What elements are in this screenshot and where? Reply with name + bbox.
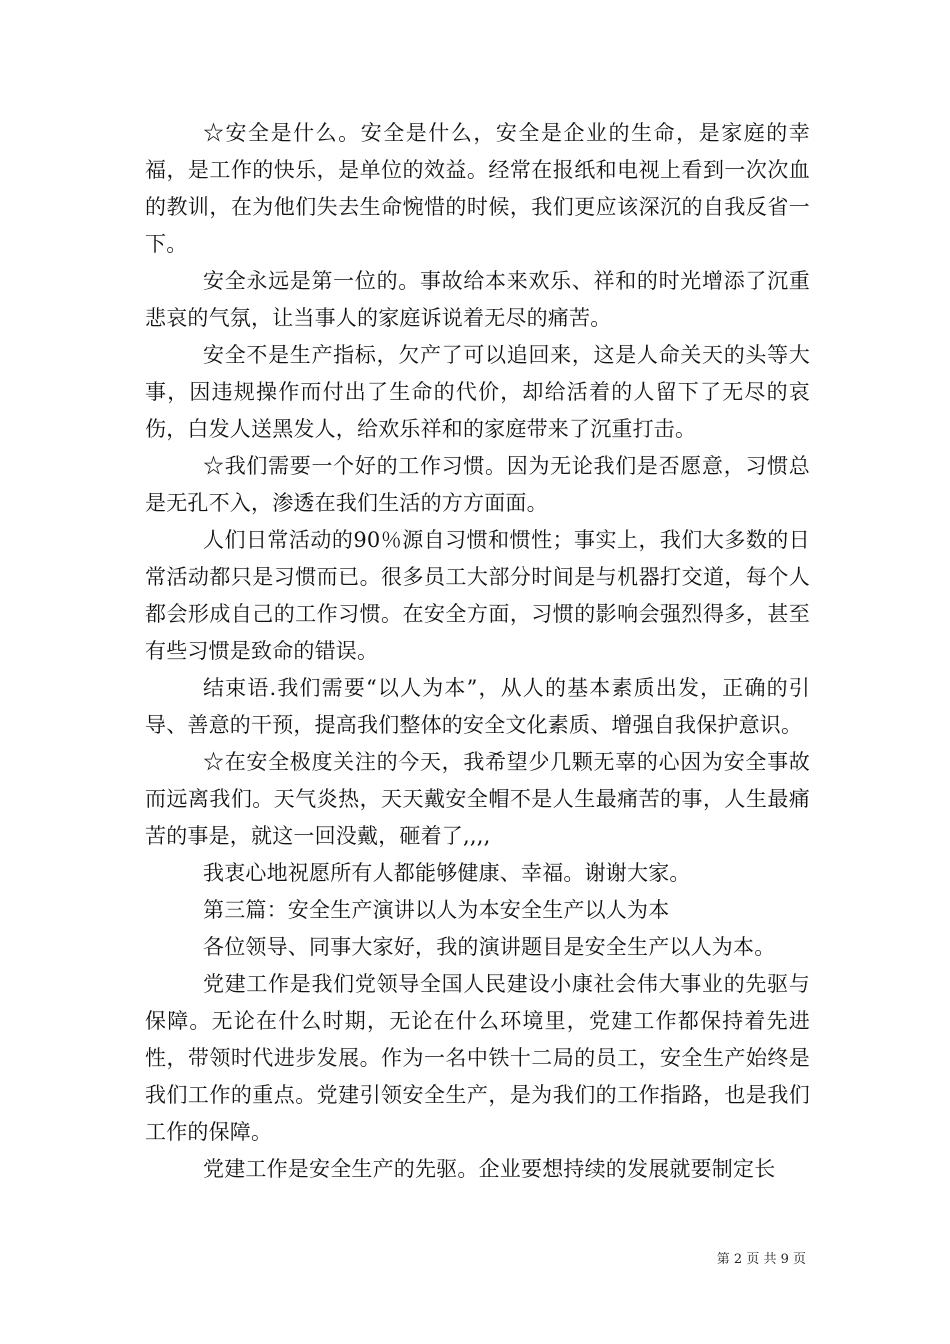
- paragraph: 各位领导、同事大家好，我的演讲题目是安全生产以人为本。: [203, 935, 776, 959]
- paragraph: 党建工作是安全生产的先驱。企业要想持续的发展就要制定长: [203, 1157, 776, 1181]
- section-heading: 第三篇：安全生产演讲以人为本安全生产以人为本: [203, 898, 670, 922]
- document-body: [145, 115, 810, 1188]
- paragraph: ☆我们需要一个好的工作习惯。因为无论我们是否愿意，习惯总是无孔不入，渗透在我们生活的方方面面。: [145, 454, 810, 515]
- paragraph: ☆在安全极度关注的今天，我希望少几颗无辜的心因为安全事故而远离我们。天气炎热，天天戴安全帽不是人生最痛苦的事，人生最痛苦的事是，就这一回没戴，砸着了,,,,: [145, 750, 810, 848]
- paragraph: 人们日常活动的90％源自习惯和惯性；事实上，我们大多数的日常活动都只是习惯而已。很多员工大部分时间是与机器打交道，每个人都会形成自己的工作习惯。在安全方面，习惯的影响会强烈得多，甚至有些习惯是致命的错误。: [145, 528, 810, 663]
- paragraph: 结束语.我们需要“以人为本”，从人的基本素质出发，正确的引导、善意的干预，提高我们整体的安全文化素质、增强自我保护意识。: [145, 676, 810, 737]
- paragraph: 安全不是生产指标，欠产了可以追回来，这是人命关天的头等大事，因违规操作而付出了生命的代价，却给活着的人留下了无尽的哀伤，白发人送黑发人，给欢乐祥和的家庭带来了沉重打击。: [145, 343, 810, 441]
- page-number: 第 2 页 共 9 页: [716, 1252, 806, 1267]
- paragraph: 我衷心地祝愿所有人都能够健康、幸福。谢谢大家。: [203, 861, 691, 885]
- paragraph: ☆安全是什么。安全是什么，安全是企业的生命，是家庭的幸福，是工作的快乐，是单位的效益。经常在报纸和电视上看到一次次血的教训，在为他们失去生命惋惜的时候，我们更应该深沉的自我反省一下。: [145, 121, 810, 256]
- paragraph: 安全永远是第一位的。事故给本来欢乐、祥和的时光增添了沉重悲哀的气氛，让当事人的家庭诉说着无尽的痛苦。: [145, 269, 810, 330]
- paragraph: 党建工作是我们党领导全国人民建设小康社会伟大事业的先驱与保障。无论在什么时期，无论在什么环境里，党建工作都保持着先进性，带领时代进步发展。作为一名中铁十二局的员工，安全生产始终是我们工作的重点。党建引领安全生产，是为我们的工作指路，也是我们工作的保障。: [145, 972, 810, 1144]
